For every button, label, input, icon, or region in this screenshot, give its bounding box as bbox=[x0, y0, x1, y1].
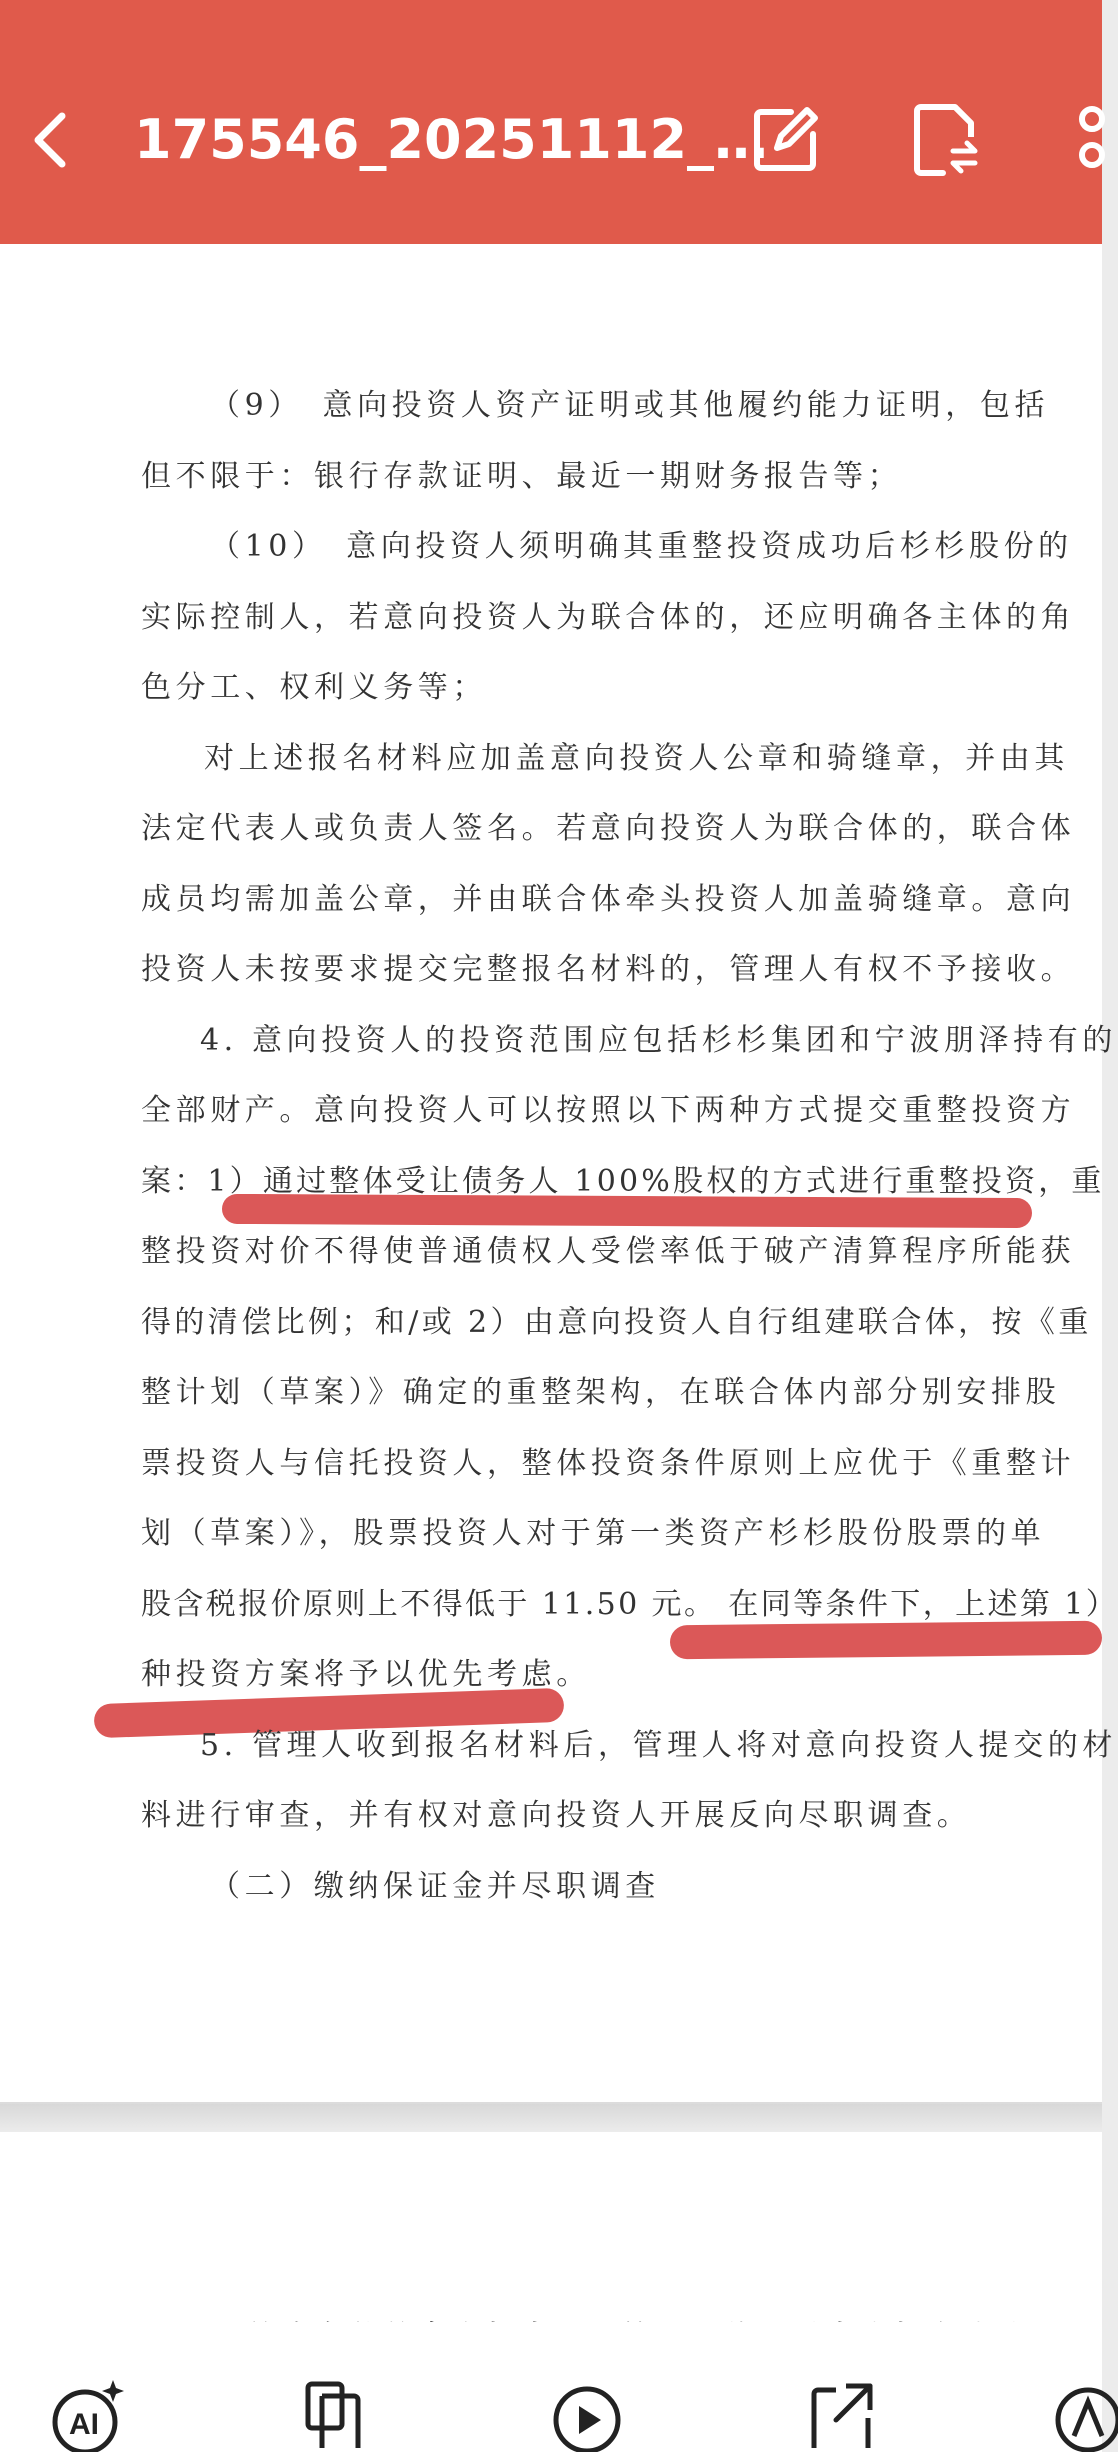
text-line: 全部财产。意向投资人可以按照以下两种方式提交重整投资方 bbox=[141, 1093, 1076, 1128]
text-line: 成员均需加盖公章，并由联合体牵头投资人加盖骑缝章。意向 bbox=[141, 882, 1076, 917]
back-button[interactable] bbox=[18, 100, 82, 180]
ai-icon bbox=[47, 2378, 127, 2448]
share-icon bbox=[806, 2378, 876, 2448]
copy-button[interactable] bbox=[290, 2378, 380, 2448]
copy-icon bbox=[300, 2378, 370, 2448]
text-line: （10） 意向投资人须明确其重整投资成功后杉杉股份的 bbox=[210, 529, 1073, 564]
more-icon bbox=[1070, 105, 1100, 175]
play-icon bbox=[550, 2378, 624, 2448]
text-line: 料进行审查，并有权对意向投资人开展反向尽职调查。 bbox=[141, 1798, 972, 1833]
text-line: 法定代表人或负责人签名。若意向投资人为联合体的，联合体 bbox=[141, 811, 1076, 846]
ai-button[interactable] bbox=[42, 2378, 132, 2448]
text-line: 种投资方案将予以优先考虑。 bbox=[141, 1657, 591, 1692]
text-line: 划（草案）》，股票投资人对于第一类资产杉杉股份股票的单 bbox=[141, 1516, 1046, 1551]
play-button[interactable] bbox=[542, 2378, 632, 2448]
text-line: 但不限于：银行存款证明、最近一期财务报告等； bbox=[141, 459, 903, 494]
convert-button[interactable] bbox=[906, 100, 986, 180]
text-line: 投资人未按要求提交完整报名材料的，管理人有权不予接收。 bbox=[141, 952, 1076, 987]
more-button[interactable] bbox=[1070, 100, 1102, 180]
text-line: 5. 管理人收到报名材料后，管理人将对意向投资人提交的材 bbox=[200, 1728, 1117, 1763]
text-line: 票投资人与信托投资人，整体投资条件原则上应优于《重整计 bbox=[141, 1446, 1076, 1481]
section-heading: （二）缴纳保证金并尽职调查 bbox=[210, 1869, 660, 1904]
document-title: 175546_20251112_… bbox=[134, 108, 769, 171]
convert-document-icon bbox=[913, 103, 979, 177]
text-line: 实际控制人，若意向投资人为联合体的，还应明确各主体的角 bbox=[141, 600, 1076, 635]
page-separator bbox=[0, 2104, 1102, 2132]
text-line: 色分工、权利义务等； bbox=[141, 670, 487, 705]
top-toolbar bbox=[0, 0, 1102, 244]
text-line: （9） 意向投资人资产证明或其他履约能力证明，包括 bbox=[210, 388, 1050, 423]
highlight-stroke bbox=[670, 1621, 1102, 1660]
svg-text:AI: AI bbox=[69, 2408, 99, 2441]
share-button[interactable] bbox=[796, 2378, 886, 2448]
text-line: 4. 意向投资人的投资范围应包括杉杉集团和宁波朋泽持有的 bbox=[200, 1023, 1117, 1058]
edit-button[interactable] bbox=[745, 100, 825, 180]
more-tools-button[interactable] bbox=[1052, 2378, 1102, 2448]
text-line: 对上述报名材料应加盖意向投资人公章和骑缝章，并由其 bbox=[204, 741, 1069, 776]
text-line: 案：1）通过整体受让债务人 100%股权的方式进行重整投资，重 bbox=[141, 1164, 1105, 1199]
text-line: 得的清偿比例；和/或 2）由意向投资人自行组建联合体，按《重 bbox=[141, 1305, 1092, 1340]
text-line: 整投资对价不得使普通债权人受偿率低于破产清算程序所能获 bbox=[141, 1234, 1076, 1269]
text-line: 整计划（草案）》确定的重整架构，在联合体内部分别安排股 bbox=[141, 1375, 1061, 1410]
back-arrow-icon bbox=[30, 110, 70, 170]
more-tools-icon bbox=[1052, 2378, 1112, 2448]
text-line: 股含税报价原则上不得低于 11.50 元。 在同等条件下，上述第 1） bbox=[141, 1587, 1118, 1622]
edit-icon bbox=[751, 106, 819, 174]
